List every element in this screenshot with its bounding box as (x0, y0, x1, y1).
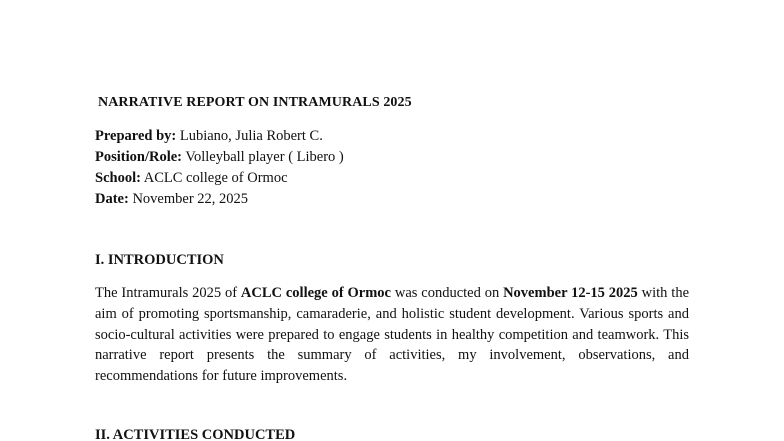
intro-text-1: The Intramurals 2025 of (95, 285, 241, 301)
date-label: Date: (95, 191, 129, 207)
introduction-paragraph (95, 283, 689, 387)
intro-dates-bold: November 12-15 2025 (503, 285, 638, 301)
position-value: Volleyball player ( Libero ) (185, 149, 344, 165)
position-row (95, 147, 344, 168)
position-label: Position/Role: (95, 149, 182, 165)
intro-school-bold: ACLC college of Ormoc (240, 285, 391, 301)
date-value: November 22, 2025 (132, 191, 249, 207)
school-value: ACLC college of Ormoc (143, 170, 288, 186)
introduction-heading: I. INTRODUCTION (95, 252, 224, 268)
report-title: NARRATIVE REPORT ON INTRAMURALS 2025 (98, 95, 412, 110)
intro-text-2: was conducted on (391, 285, 504, 301)
prepared-by-value: Lubiano, Julia Robert C. (179, 128, 323, 144)
report-meta (95, 126, 344, 210)
activities-heading: II. ACTIVITIES CONDUCTED (95, 427, 296, 441)
date-row (95, 189, 344, 210)
school-row (95, 168, 344, 189)
prepared-by-label: Prepared by: (95, 128, 177, 144)
school-label: School: (95, 170, 141, 186)
prepared-by-row (95, 126, 344, 147)
intro-text-3: with the aim of promoting sportsmanship, camaraderie, and holistic student development. Various sports and socio-cultural activities were prepared to engage students in healthy competition and teamwork. This narrative report presents the summary of activities, my involvement, observations, and recommendations for future improvements. (95, 285, 690, 385)
